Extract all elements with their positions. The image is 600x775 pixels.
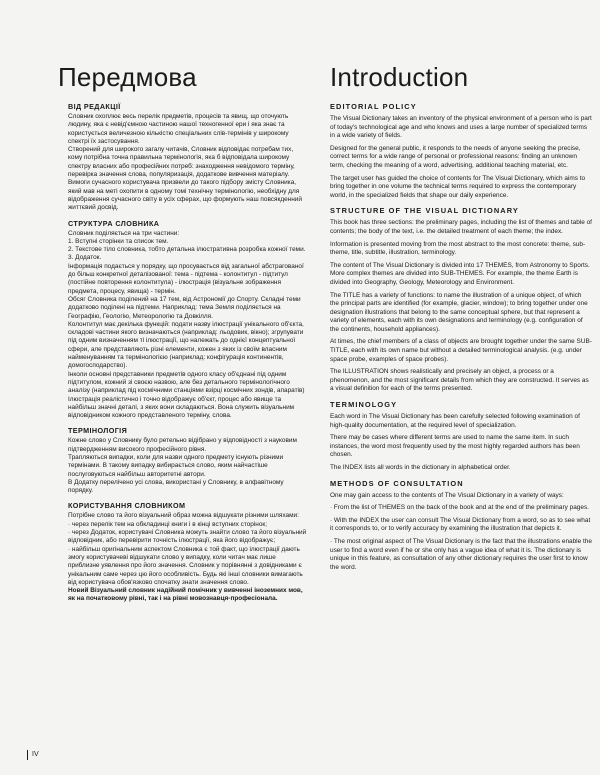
section-heading: STRUCTURE OF THE VISUAL DICTIONARY bbox=[330, 206, 519, 216]
section-terminology-ua bbox=[53, 426, 309, 495]
paragraph: Information is presented moving from the most abstract to the most concrete: theme, sub-theme, title, subtitle, illustration, terminology. bbox=[330, 240, 586, 257]
paragraph: Інформація подається у порядку, що просувається від загальної абстрагованої до більш конкретної деталізованої: тема - підтема - колонтитул - підтитул (постійне повторення колонтитула) - ілюстрація (візуальне зображення предмета, процесу, явища) - термін. bbox=[68, 262, 304, 295]
paragraph: В Додатку перелічено усі слова, використані у Словнику, в алфавітному порядку. bbox=[68, 478, 284, 495]
paragraph: The content of The Visual Dictionary is divided into 17 THEMES, from Astronomy to Sports. More complex themes are divided into SUB-THEMES. For example, the theme Earth is divided into Geography, Geology, Meteorology and Environment. bbox=[330, 261, 590, 286]
paragraph: Словник поділяється на три частини: bbox=[68, 229, 180, 237]
paragraph: Кожне слово у Словнику було ретельно відібрано у відповідності з науковим підтвердженням високого професійного рівня. bbox=[68, 437, 297, 453]
section-heading: КОРИСТУВАННЯ СЛОВНИКОМ bbox=[68, 501, 186, 511]
paragraph: 3. Додаток. bbox=[68, 254, 102, 262]
paragraph: Потрібне слово та його візуальний образ можна відшукати різними шляхами: bbox=[68, 512, 299, 520]
section-heading: METHODS OF CONSULTATION bbox=[330, 478, 464, 488]
paragraph: · через перелік тем на обкладинці книги і в кінці вступних сторінок; bbox=[68, 520, 268, 528]
paragraph: Колонтитул має декілька функцій: подати назву ілюстрації унікального об'єкта, складові частини якого визначаються (наприклад: льодовик, вікно); згрупувати під одним визначенням ті ілюстрації, що належать до однієї концептуальної сфери, але представляють різні елементи, кожен з яких із своїм власним найменуванням та термінологією (наприклад: конфігурація континентів, домогосподарство). bbox=[68, 320, 304, 370]
paragraph: 2. Текстове тіло словника, тобто детальна ілюстративна розробка кожної теми. bbox=[68, 246, 306, 254]
section-structure-en bbox=[330, 206, 592, 394]
paragraph: Вимоги сучасного користувача призвели до такого підбору змісту Словника, який мав на меті охопити в одному томі технічну термінологію, необхідну для відображення сучасного світу в усіх сферах, що формують наш повсякденний життєвий досвід. bbox=[68, 179, 302, 212]
section-heading: TERMINOLOGY bbox=[330, 400, 398, 410]
paragraph: 1. Вступні сторінки та список тем. bbox=[68, 237, 169, 245]
paragraph: The TITLE has a variety of functions: to name the illustration of a unique object, of which the principal parts are identified (for example, glacier, window); to bring together under one designation illustrations that belong to the same conceptual sphere, but that represent a variety of elements, each with its own designations and terminology (e.g. configuration of the continents, household appliances). bbox=[330, 291, 588, 333]
paragraph: The target user has guided the choice of contents for The Visual Dictionary, which aims to bring together in one volume the technical terms required to express the contemporary world, in the specialized fields that shape our daily experience. bbox=[330, 174, 586, 199]
paragraph: The Visual Dictionary takes an inventory of the physical environment of a person who is part of today's technological age and who knows and uses a large number of specialized terms in a wide variety of fields. bbox=[330, 115, 592, 140]
paragraph: · найбільш оригінальним аспектом Словника є той факт, що ілюстрації дають змогу користувачеві відшукати слово у випадку, коли читач має лише приблизне уявлення про його значення. Словник у порівнянні з довідниками є унікальним саме через цю його особливість. Будь які інші словники вимагають від користувача обов'язково спочатку знати значення слово. bbox=[68, 545, 303, 586]
section-usage-ua bbox=[53, 501, 309, 603]
page-number: IV bbox=[27, 750, 39, 760]
english-column bbox=[330, 62, 592, 576]
paragraph: Обсяг Словника поділений на 17 тем, від Астрономії до Спорту. Складні теми додатково поділені на підтеми. Наприклад: тема Земля поділяється на Географію, Геологію, Метеорологію та Довкілля. bbox=[68, 295, 301, 320]
paragraph: · With the INDEX the user can consult The Visual Dictionary from a word, so as to see what it corresponds to, or to verify accuracy by examining the illustration that depicts it. bbox=[330, 516, 591, 533]
paragraph: · The most original aspect of The Visual Dictionary is the fact that the illustrations enable the user to find a word even if he or she only has a vague idea of what it is. The dictionary is unique in this feature, as consultation of any other dictionary requires the user first to know the word. bbox=[330, 537, 592, 571]
section-editorial-ua bbox=[53, 102, 309, 213]
paragraph: Each word in The Visual Dictionary has been carefully selected following examination of high-quality documentation, at the required level of specialization. bbox=[330, 413, 580, 429]
paragraph: Створений для широкого загалу читачів, Словник відповідає потребам тих, кому потрібна точна правильна термінологія, яка б відповідала широкому спектру власних або професійних потреб: знаходження невідомого терміну, перевірка значення слова, популяризація, додаткове вивчення матеріалу. bbox=[68, 146, 295, 179]
section-editorial-en bbox=[330, 102, 592, 200]
ukrainian-title: Передмова bbox=[58, 62, 197, 92]
section-heading: ТЕРМІНОЛОГІЯ bbox=[68, 426, 128, 436]
paragraph: The INDEX lists all words in the dictionary in alphabetical order. bbox=[330, 464, 511, 471]
paragraph: · через Додаток, користувачі Словника можуть знайти слово та його візуальний відповідник, або перевірити точність ілюстрації, яка його відображує; bbox=[68, 529, 307, 545]
paragraph: Трапляються випадки, коли для назви одного предмету існують різними термінами. В такому випадку вибирається слово, яким найчастіше послуговуються найбільш авторитетні автори. bbox=[68, 453, 284, 478]
paragraph: · From the list of THEMES on the back of the book and at the end of the preliminary pages. bbox=[330, 504, 589, 512]
paragraph: One may gain access to the contents of The Visual Dictionary in a variety of ways: bbox=[330, 491, 564, 499]
section-terminology-en bbox=[330, 400, 592, 473]
section-heading: EDITORIAL POLICY bbox=[330, 102, 417, 111]
paragraph: Словник охоплює весь перелік предметів, процесів та явищ, що оточують людину, яка є невід'ємною частиною нашої техногенної ери і яка знає та користується величезною кількістю спеціальних слів-термінів у широкому спектрі їх застосування. bbox=[68, 113, 289, 145]
section-heading: ВІД РЕДАКЦІЇ bbox=[68, 102, 121, 111]
paragraph: At times, the chief members of a class of objects are brought together under the same SUB-TITLE, each with its own name but without a detailed terminological analysis. (e.g. under space probe, examples of space probes). bbox=[330, 338, 592, 363]
paragraph: This book has three sections: the preliminary pages, including the list of themes and table of contents; the body of the text, i.e. the detailed treatment of each theme; the index. bbox=[330, 219, 592, 235]
section-heading: СТРУКТУРА СЛОВНИКА bbox=[68, 218, 160, 228]
english-title: Introduction bbox=[330, 62, 469, 92]
paragraph: Designed for the general public, it responds to the needs of anyone seeking the precise, correct terms for a wide range of personal or professional reasons: finding an unknown term, checking the meaning of a word, advertising, additional teaching material, etc. bbox=[330, 144, 581, 169]
paragraph: There may be cases where different terms are used to name the same item. In such instances, the word most frequently used by the most highly regarded authors has been chosen. bbox=[330, 434, 580, 459]
closing-statement: Новий Візуальний словник надійний помічник у вивченні іноземних мов, як на початковому рівні, так і на рівні мовознавця-професіонала. bbox=[68, 587, 303, 603]
paragraph: Ілюстрація реалістично і точно відображує об'єкт, процес або явище та найбільш значні деталі, з яких вони складаються. Вона служить візуальним відповідником кожного представленого терміну, слова. bbox=[68, 395, 295, 420]
ukrainian-column bbox=[53, 62, 309, 604]
paragraph: Інколи основні представники предметів одного класу об'єднані під одним підтитулом, кожний зі своєю назвою, але без детального термінологічного аналізу (наприклад під космічними станціями взірці космічних зондів, апаратів) bbox=[68, 370, 305, 395]
section-structure-ua bbox=[53, 219, 309, 421]
section-consultation-en bbox=[330, 479, 592, 573]
paragraph: The ILLUSTRATION shows realistically and precisely an object, a process or a phenomenon, and the most significant details from which they are constructed. It serves as a visual definition for each of the terms presented. bbox=[330, 368, 589, 393]
